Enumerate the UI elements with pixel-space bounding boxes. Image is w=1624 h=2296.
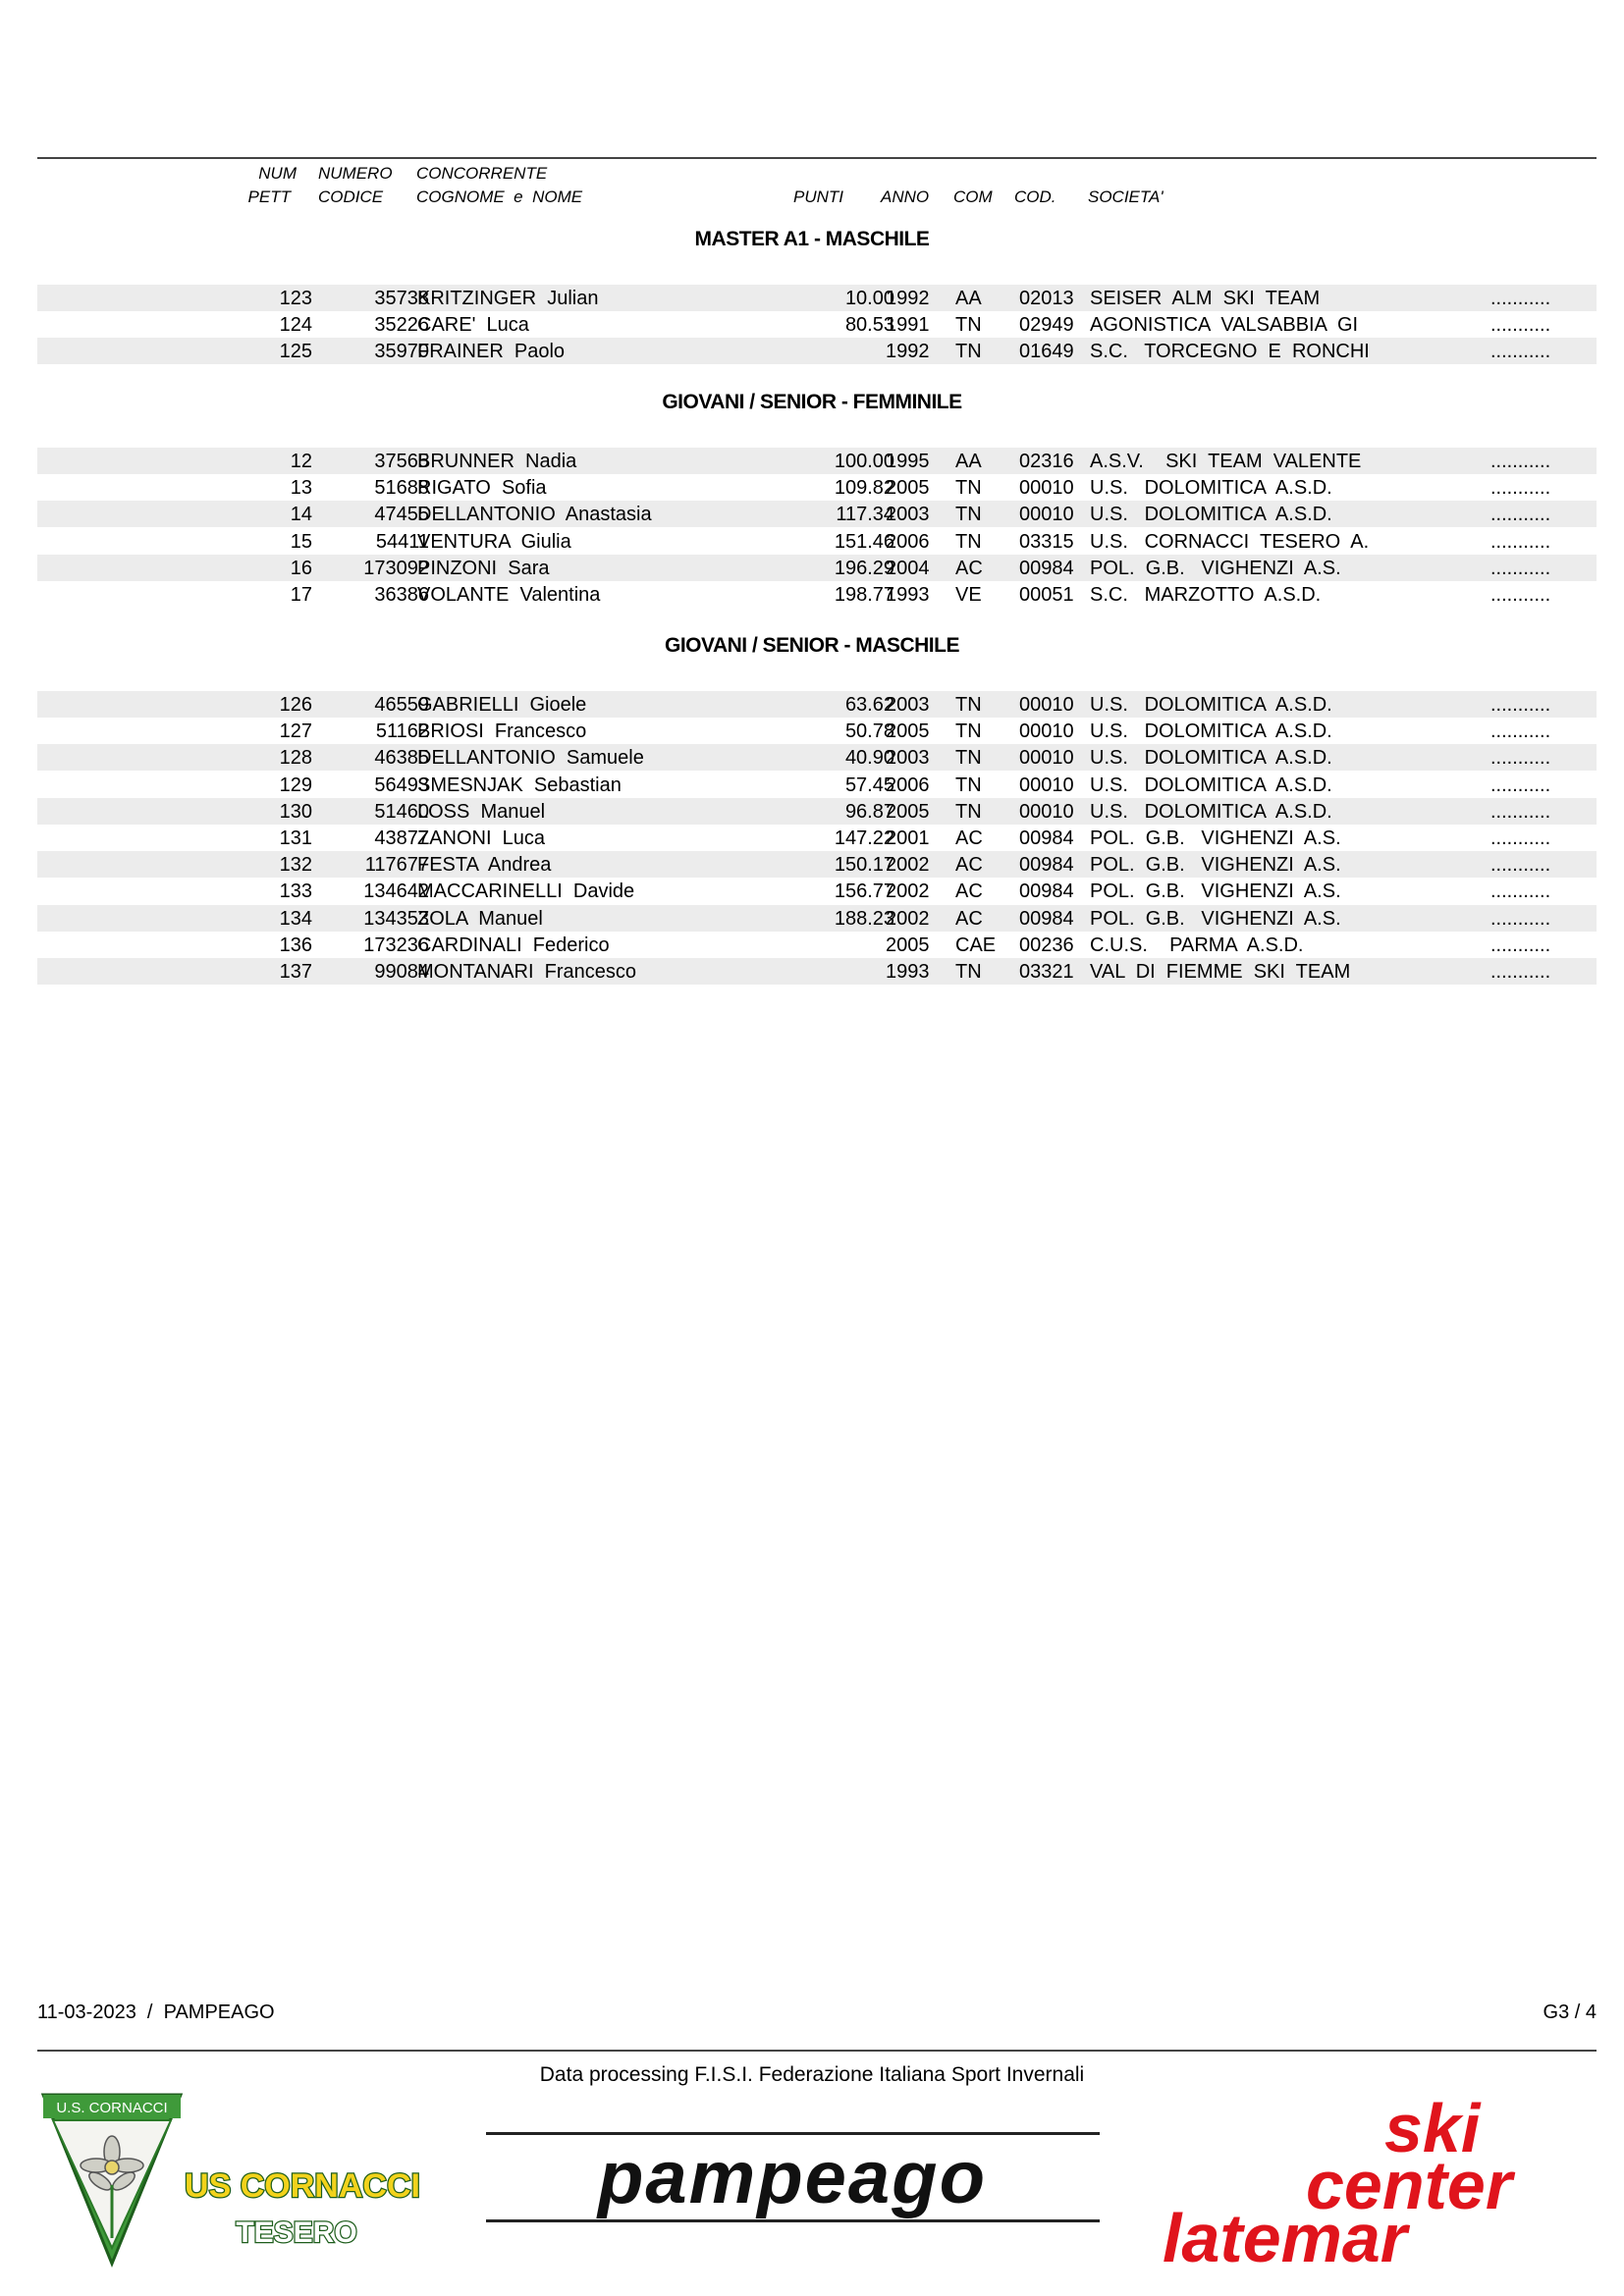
birth-year: 2005 <box>886 477 930 500</box>
pampeago-wordmark: pampeago <box>597 2136 988 2219</box>
club-code: 01649 <box>1019 341 1074 363</box>
bib-number: 17 <box>290 584 312 606</box>
athlete-name: MACCARINELLI Davide <box>417 881 635 903</box>
bib-number: 128 <box>279 747 312 770</box>
club-code: 00010 <box>1019 694 1074 716</box>
club-code: 02949 <box>1019 314 1074 337</box>
club-code: 00010 <box>1019 747 1074 770</box>
table-row <box>37 718 1597 744</box>
athlete-name: RIGATO Sofia <box>417 477 547 500</box>
club-code: 00010 <box>1019 504 1074 526</box>
birth-year: 2002 <box>886 854 930 877</box>
club-name: POL. G.B. VIGHENZI A.S. <box>1090 854 1341 877</box>
athlete-name: CARDINALI Federico <box>417 934 610 956</box>
table-row <box>37 555 1597 581</box>
result-placeholder: ........... <box>1490 961 1551 983</box>
bib-number: 12 <box>290 451 312 472</box>
club-name: A.S.V. SKI TEAM VALENTE <box>1090 451 1362 472</box>
committee: TN <box>955 694 982 716</box>
table-row <box>37 932 1597 958</box>
result-placeholder: ........... <box>1490 557 1551 579</box>
header-concorrente: CONCORRENTE <box>416 164 548 183</box>
club-name: VAL DI FIEMME SKI TEAM <box>1090 961 1351 983</box>
birth-year: 2002 <box>886 881 930 903</box>
table-row <box>37 798 1597 825</box>
bib-number: 134 <box>279 907 312 930</box>
birth-year: 2001 <box>886 828 930 849</box>
committee: AC <box>955 854 983 877</box>
athlete-name: PINZONI Sara <box>417 557 550 579</box>
athlete-code: 43877 <box>374 828 429 849</box>
athlete-name: ZANONI Luca <box>417 828 546 849</box>
committee: AC <box>955 907 983 930</box>
bib-number: 130 <box>279 800 312 823</box>
athlete-code: 35226 <box>374 314 429 337</box>
club-code: 00010 <box>1019 721 1074 743</box>
bib-number: 14 <box>290 504 312 526</box>
points: 196.29 <box>834 557 894 579</box>
athlete-name: GABRIELLI Gioele <box>417 694 587 716</box>
athlete-name: DELLANTONIO Anastasia <box>417 504 652 526</box>
table-row <box>37 581 1597 608</box>
result-placeholder: ........... <box>1490 828 1551 849</box>
bib-number: 16 <box>290 557 312 579</box>
athlete-name: FRAINER Paolo <box>417 341 566 363</box>
club-code: 02013 <box>1019 288 1074 309</box>
result-placeholder: ........... <box>1490 314 1551 337</box>
points: 151.46 <box>834 530 894 553</box>
club-code: 03315 <box>1019 530 1074 553</box>
club-name: U.S. CORNACCI TESERO A. <box>1090 530 1370 553</box>
committee: AC <box>955 881 983 903</box>
section-title: GIOVANI / SENIOR - FEMMINILE <box>662 391 962 413</box>
club-code: 00010 <box>1019 800 1074 823</box>
table-row <box>37 338 1597 364</box>
club-name: U.S. DOLOMITICA A.S.D. <box>1090 477 1332 500</box>
cornacci-top-text: U.S. CORNACCI <box>56 2100 168 2116</box>
club-name: U.S. DOLOMITICA A.S.D. <box>1090 774 1332 796</box>
result-placeholder: ........... <box>1490 288 1551 309</box>
points: 147.22 <box>834 828 894 849</box>
athlete-name: KRITZINGER Julian <box>417 288 599 309</box>
athlete-code: 51688 <box>374 477 429 500</box>
header-cod: COD. <box>1014 187 1056 206</box>
points: 63.62 <box>844 694 894 716</box>
latemar-word-latemar: latemar <box>1163 2200 1408 2268</box>
athlete-code: 117677 <box>364 854 429 877</box>
table-row <box>37 311 1597 338</box>
club-name: U.S. DOLOMITICA A.S.D. <box>1090 694 1332 716</box>
birth-year: 2005 <box>886 934 930 956</box>
points: 188.23 <box>834 907 894 930</box>
birth-year: 2003 <box>886 747 930 770</box>
club-name: AGONISTICA VALSABBIA GI <box>1090 314 1359 337</box>
result-placeholder: ........... <box>1490 721 1551 743</box>
club-name: POL. G.B. VIGHENZI A.S. <box>1090 907 1341 930</box>
birth-year: 2004 <box>886 557 930 579</box>
header-pett: PETT <box>247 187 291 206</box>
club-name: U.S. DOLOMITICA A.S.D. <box>1090 721 1332 743</box>
result-placeholder: ........... <box>1490 854 1551 877</box>
athlete-code: 51460 <box>374 800 429 823</box>
points: 80.53 <box>844 314 894 337</box>
birth-year: 1991 <box>886 314 930 337</box>
bib-number: 132 <box>279 854 312 877</box>
top-rule <box>37 157 1597 159</box>
committee: AA <box>955 451 982 472</box>
points: 10.00 <box>844 288 894 309</box>
cornacci-main-text: US CORNACCI <box>185 2167 420 2205</box>
bib-number: 125 <box>279 341 312 363</box>
bib-number: 13 <box>290 477 312 500</box>
athlete-code: 35970 <box>374 341 429 363</box>
committee: TN <box>955 504 982 526</box>
committee: TN <box>955 961 982 983</box>
result-placeholder: ........... <box>1490 341 1551 363</box>
bib-number: 124 <box>279 314 312 337</box>
table-row <box>37 772 1597 798</box>
athlete-code: 46385 <box>374 747 429 770</box>
committee: AC <box>955 557 983 579</box>
us-cornacci-logo <box>39 2091 452 2268</box>
points: 156.77 <box>834 881 894 903</box>
birth-year: 2005 <box>886 721 930 743</box>
table-row <box>37 474 1597 501</box>
athlete-code: 37565 <box>374 451 429 472</box>
athlete-name: VOLANTE Valentina <box>417 584 601 606</box>
birth-year: 1993 <box>886 584 930 606</box>
header-numero: NUMERO <box>318 164 393 183</box>
header-num: NUM <box>258 164 297 183</box>
club-name: U.S. DOLOMITICA A.S.D. <box>1090 800 1332 823</box>
bib-number: 129 <box>279 774 312 796</box>
bib-number: 137 <box>279 961 312 983</box>
birth-year: 1993 <box>886 961 930 983</box>
points: 57.45 <box>844 774 894 796</box>
footer-page-number: G3 / 4 <box>1543 2002 1597 2023</box>
footer-date-place: 11-03-2023 / PAMPEAGO <box>37 2002 275 2023</box>
club-name: S.C. TORCEGNO E RONCHI <box>1090 341 1370 363</box>
points: 198.77 <box>834 584 894 606</box>
club-code: 00984 <box>1019 557 1074 579</box>
athlete-name: BRUNNER Nadia <box>417 451 577 472</box>
birth-year: 2002 <box>886 907 930 930</box>
bib-number: 15 <box>290 530 312 553</box>
result-placeholder: ........... <box>1490 694 1551 716</box>
athlete-code: 35738 <box>374 288 429 309</box>
table-row <box>37 905 1597 932</box>
club-code: 02316 <box>1019 451 1074 472</box>
cornacci-sub-text: TESERO <box>236 2216 357 2249</box>
athlete-code: 46559 <box>374 694 429 716</box>
club-name: POL. G.B. VIGHENZI A.S. <box>1090 828 1341 849</box>
ski-center-latemar-logo <box>1159 2091 1591 2268</box>
result-placeholder: ........... <box>1490 504 1551 526</box>
result-placeholder: ........... <box>1490 881 1551 903</box>
club-code: 00984 <box>1019 854 1074 877</box>
result-placeholder: ........... <box>1490 747 1551 770</box>
birth-year: 1992 <box>886 288 930 309</box>
table-row <box>37 691 1597 718</box>
athlete-name: FESTA Andrea <box>417 854 552 877</box>
birth-year: 2006 <box>886 774 930 796</box>
pampeago-logo <box>486 2132 1100 2222</box>
club-code: 00010 <box>1019 774 1074 796</box>
committee: AA <box>955 288 982 309</box>
bib-number: 127 <box>279 721 312 743</box>
points: 117.34 <box>836 504 894 526</box>
club-code: 00984 <box>1019 907 1074 930</box>
header-codice: CODICE <box>318 187 384 206</box>
athlete-code: 173236 <box>363 934 429 956</box>
club-name: U.S. DOLOMITICA A.S.D. <box>1090 747 1332 770</box>
header-cognome-nome: COGNOME e NOME <box>416 187 583 206</box>
table-row <box>37 744 1597 771</box>
latemar-word-ski: ski <box>1384 2091 1481 2166</box>
committee: TN <box>955 477 982 500</box>
athlete-code: 56493 <box>374 774 429 796</box>
committee: TN <box>955 800 982 823</box>
latemar-word-center: center <box>1306 2147 1513 2223</box>
points: 150.17 <box>834 854 894 877</box>
table-row <box>37 501 1597 527</box>
committee: TN <box>955 530 982 553</box>
section-title: MASTER A1 - MASCHILE <box>694 228 930 250</box>
table-row <box>37 528 1597 555</box>
header-anno: ANNO <box>881 187 930 206</box>
data-processing-note: Data processing F.I.S.I. Federazione Italiana Sport Invernali <box>539 2063 1085 2086</box>
club-name: POL. G.B. VIGHENZI A.S. <box>1090 557 1341 579</box>
table-row <box>37 851 1597 878</box>
committee: CAE <box>955 934 997 956</box>
header-societa: SOCIETA' <box>1088 187 1164 206</box>
athlete-code: 134642 <box>363 881 429 903</box>
table-row <box>37 878 1597 904</box>
result-placeholder: ........... <box>1490 530 1551 553</box>
footer-rule <box>37 2050 1597 2052</box>
club-name: U.S. DOLOMITICA A.S.D. <box>1090 504 1332 526</box>
club-name: POL. G.B. VIGHENZI A.S. <box>1090 881 1341 903</box>
points: 50.78 <box>844 721 894 743</box>
birth-year: 2003 <box>886 504 930 526</box>
points: 96.87 <box>844 800 894 823</box>
birth-year: 2003 <box>886 694 930 716</box>
header-punti: PUNTI <box>793 187 843 206</box>
club-code: 00051 <box>1019 584 1074 606</box>
committee: TN <box>955 721 982 743</box>
club-code: 03321 <box>1019 961 1074 983</box>
bib-number: 133 <box>279 881 312 903</box>
athlete-code: 134353 <box>363 907 429 930</box>
club-name: S.C. MARZOTTO A.S.D. <box>1090 584 1322 606</box>
athlete-name: BRIOSI Francesco <box>417 721 587 743</box>
bib-number: 131 <box>279 828 312 849</box>
athlete-code: 51162 <box>375 721 429 743</box>
result-placeholder: ........... <box>1490 934 1551 956</box>
points: 40.90 <box>844 747 894 770</box>
header-com: COM <box>953 187 993 206</box>
bib-number: 136 <box>279 934 312 956</box>
section-title: GIOVANI / SENIOR - MASCHILE <box>665 634 959 657</box>
club-code: 00010 <box>1019 477 1074 500</box>
points: 100.00 <box>834 451 894 472</box>
athlete-code: 54411 <box>375 530 429 553</box>
athlete-name: CARE' Luca <box>417 314 529 337</box>
club-name: SEISER ALM SKI TEAM <box>1090 288 1321 309</box>
result-placeholder: ........... <box>1490 907 1551 930</box>
result-placeholder: ........... <box>1490 800 1551 823</box>
committee: AC <box>955 828 983 849</box>
birth-year: 2006 <box>886 530 930 553</box>
table-row <box>37 958 1597 985</box>
club-name: C.U.S. PARMA A.S.D. <box>1090 934 1304 956</box>
athlete-code: 99084 <box>374 961 429 983</box>
athlete-name: LOSS Manuel <box>417 800 546 823</box>
birth-year: 2005 <box>886 800 930 823</box>
table-row <box>37 448 1597 474</box>
club-code: 00984 <box>1019 828 1074 849</box>
committee: VE <box>955 584 982 606</box>
points: 109.82 <box>834 477 894 500</box>
committee: TN <box>955 747 982 770</box>
result-placeholder: ........... <box>1490 477 1551 500</box>
athlete-code: 47455 <box>374 504 429 526</box>
athlete-name: SMESNJAK Sebastian <box>417 774 622 796</box>
club-code: 00236 <box>1019 934 1074 956</box>
result-placeholder: ........... <box>1490 451 1551 472</box>
bib-number: 123 <box>279 288 312 309</box>
bib-number: 126 <box>279 694 312 716</box>
athlete-name: VENTURA Giulia <box>417 530 571 553</box>
birth-year: 1992 <box>886 341 930 363</box>
birth-year: 1995 <box>886 451 930 472</box>
athlete-name: MONTANARI Francesco <box>417 961 636 983</box>
club-code: 00984 <box>1019 881 1074 903</box>
committee: TN <box>955 341 982 363</box>
committee: TN <box>955 314 982 337</box>
table-row <box>37 825 1597 851</box>
athlete-name: DELLANTONIO Samuele <box>417 747 644 770</box>
athlete-code: 36386 <box>374 584 429 606</box>
athlete-code: 173092 <box>363 557 429 579</box>
table-row <box>37 285 1597 311</box>
athlete-name: ZOLA Manuel <box>417 907 543 930</box>
result-placeholder: ........... <box>1490 774 1551 796</box>
committee: TN <box>955 774 982 796</box>
result-placeholder: ........... <box>1490 584 1551 606</box>
